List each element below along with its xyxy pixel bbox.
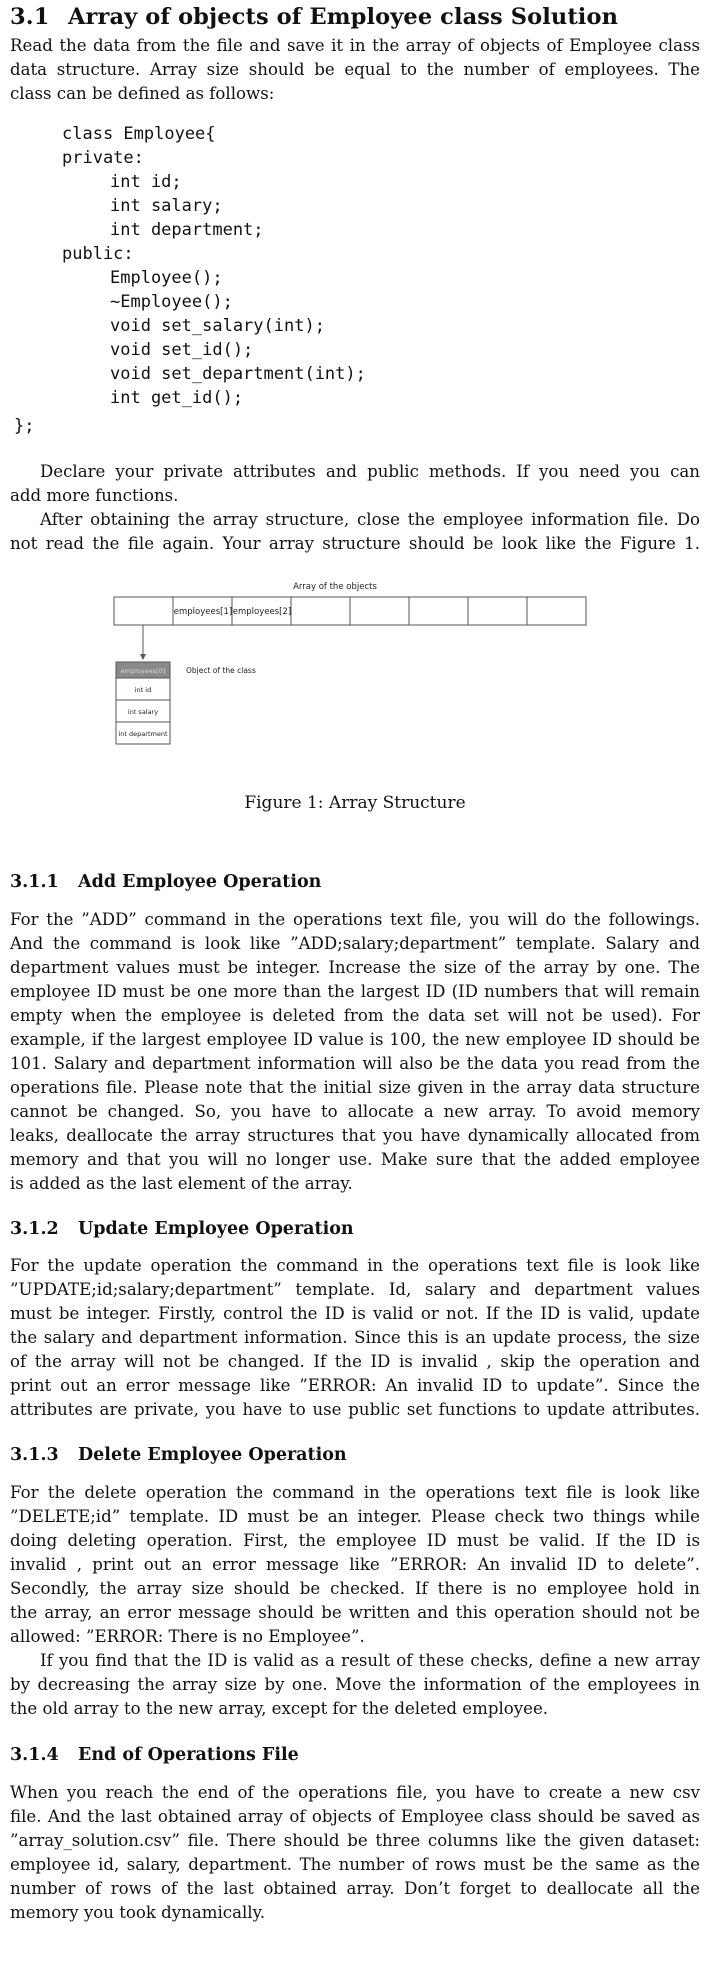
text-line: must be integer. Firstly, control the ID is valid or not. If the ID is valid, update	[10, 1304, 700, 1323]
figure-array-structure	[112, 572, 612, 787]
text-line: example, if the largest employee ID value is 100, the new employee ID should be	[10, 1030, 700, 1049]
array-cell-label: employees[1]	[173, 607, 233, 617]
text-line: For the delete operation the command in the operations text file is look like	[10, 1483, 700, 1502]
code-line: void set_department(int);	[110, 364, 366, 384]
array-cell-5	[409, 597, 468, 625]
text-line: data structure. Array size should be equal to the number of employees. The	[10, 60, 700, 79]
text-line: number of rows of the last obtained array. Don’t forget to deallocate all the	[10, 1879, 700, 1898]
text-line: leaks, deallocate the array structures that you have dynamically allocated from	[10, 1126, 700, 1145]
text-line: For the update operation the command in the operations text file is look like	[10, 1256, 700, 1275]
text-line: memory and that you will no longer use. Make sure that the added employee	[10, 1150, 700, 1169]
subsection-number: 3.1.1	[10, 872, 59, 892]
code-line: void set_salary(int);	[110, 316, 325, 336]
code-line: int department;	[110, 220, 264, 240]
text-line: After obtaining the array structure, close the employee information file. Do	[40, 510, 700, 529]
update-operation-paragraph	[10, 1254, 700, 1422]
subsection-number: 3.1.3	[10, 1445, 59, 1465]
text-line: doing deleting operation. First, the employee ID must be valid. If the ID is	[10, 1531, 700, 1550]
text-line: attributes are private, you have to use public set functions to update attributes.	[10, 1400, 700, 1419]
text-line: operations file. Please note that the initial size given in the array data structure	[10, 1078, 700, 1097]
field-label: int department	[118, 730, 168, 738]
code-close: };	[14, 416, 35, 436]
code-line: int get_id();	[110, 388, 244, 408]
section-title: Array of objects of Employee class Solution	[68, 4, 619, 30]
text-line: invalid , print out an error message like ”ERROR: An invalid ID to delete”.	[10, 1555, 700, 1574]
text-line: of the array will not be changed. If the ID is invalid , skip the operation and	[10, 1352, 700, 1371]
text-line: ”DELETE;id” template. ID must be an integer. Please check two things while	[10, 1507, 700, 1526]
text-line: Read the data from the file and save it in the array of objects of Employee class	[10, 36, 700, 55]
pointer-arrowhead	[140, 654, 146, 660]
text-line: the salary and department information. Since this is an update process, the size	[10, 1328, 700, 1347]
text-line: For the ”ADD” command in the operations text file, you will do the followings.	[10, 910, 700, 929]
section-number: 3.1	[10, 4, 50, 30]
code-line: void set_id();	[110, 340, 254, 360]
code-line: int salary;	[110, 196, 223, 216]
field-label: int salary	[127, 708, 159, 716]
text-line: department values must be integer. Increase the size of the array by one. The	[10, 958, 700, 977]
code-line: Employee();	[110, 268, 223, 288]
text-line: If you find that the ID is valid as a result of these checks, define a new array	[40, 1651, 700, 1670]
code-class-decl: class Employee{	[62, 124, 216, 144]
section-heading	[10, 4, 618, 30]
explanation-paragraph	[10, 460, 700, 556]
code-line: int id;	[110, 172, 182, 192]
object-caption: Object of the class	[186, 666, 256, 675]
text-line: by decreasing the array size by one. Move the information of the employees in	[10, 1675, 700, 1694]
text-line: print out an error message like ”ERROR: An invalid ID to update”. Since the	[10, 1376, 700, 1395]
object-header-label: employees[0]	[120, 667, 166, 675]
subsection-title: End of Operations File	[78, 1745, 299, 1765]
subsection-heading-delete	[10, 1445, 347, 1465]
text-line: the array, an error message should be written and this operation should not be	[10, 1603, 700, 1622]
text-line: cannot be changed. So, you have to allocate a new array. To avoid memory	[10, 1102, 700, 1121]
array-cell-6	[468, 597, 527, 625]
figure-diagram	[112, 572, 612, 787]
end-operations-paragraph	[10, 1781, 700, 1925]
text-line: class can be defined as follows:	[10, 84, 275, 103]
text-line: add more functions.	[10, 486, 179, 505]
delete-operation-paragraph	[10, 1481, 700, 1721]
subsection-heading-end	[10, 1745, 299, 1765]
code-line: ~Employee();	[110, 292, 233, 312]
text-line: When you reach the end of the operations file, you have to create a new csv	[10, 1783, 700, 1802]
figure-title: Array of the objects	[293, 582, 377, 592]
figure-caption: Figure 1: Array Structure	[244, 793, 466, 813]
array-cell-7	[527, 597, 586, 625]
text-line: ”array_solution.csv” file. There should be three columns like the given dataset:	[10, 1831, 700, 1850]
array-cell-3	[291, 597, 350, 625]
subsection-number: 3.1.4	[10, 1745, 59, 1765]
text-line: ”UPDATE;id;salary;department” template. Id, salary and department values	[10, 1280, 700, 1299]
text-line: employee ID must be one more than the largest ID (ID numbers that will remain	[10, 982, 700, 1001]
text-line: 101. Salary and department information will also be the data you read from the	[10, 1054, 700, 1073]
text-line: file. And the last obtained array of objects of Employee class should be saved as	[10, 1807, 700, 1826]
subsection-heading-add	[10, 872, 321, 892]
text-line: is added as the last element of the array.	[10, 1174, 353, 1193]
subsection-heading-update	[10, 1219, 354, 1239]
text-line: allowed: ”ERROR: There is no Employee”.	[10, 1627, 365, 1646]
code-public-label: public:	[62, 244, 134, 264]
text-line: And the command is look like ”ADD;salary;department” template. Salary and	[10, 934, 700, 953]
subsection-title: Update Employee Operation	[78, 1219, 354, 1239]
array-cell-4	[350, 597, 409, 625]
text-line: memory you took dynamically.	[10, 1903, 266, 1922]
text-line: not read the file again. Your array structure should be look like the Figure 1.	[10, 534, 700, 553]
code-private-label: private:	[62, 148, 144, 168]
intro-paragraph	[10, 34, 700, 106]
subsection-number: 3.1.2	[10, 1219, 59, 1239]
text-line: Declare your private attributes and public methods. If you need you can	[40, 462, 700, 481]
subsection-title: Delete Employee Operation	[78, 1445, 347, 1465]
text-line: the old array to the new array, except for the deleted employee.	[10, 1699, 549, 1718]
text-line: employee id, salary, department. The number of rows must be the same as the	[10, 1855, 700, 1874]
subsection-title: Add Employee Operation	[78, 872, 322, 892]
array-cell-0	[114, 597, 173, 625]
text-line: Secondly, the array size should be checked. If there is no employee hold in	[10, 1579, 700, 1598]
text-line: empty when the employee is deleted from the data set will not be used). For	[10, 1006, 700, 1025]
field-label: int id	[134, 686, 152, 694]
array-cell-label: employees[2]	[232, 607, 292, 617]
add-operation-paragraph	[10, 908, 700, 1196]
